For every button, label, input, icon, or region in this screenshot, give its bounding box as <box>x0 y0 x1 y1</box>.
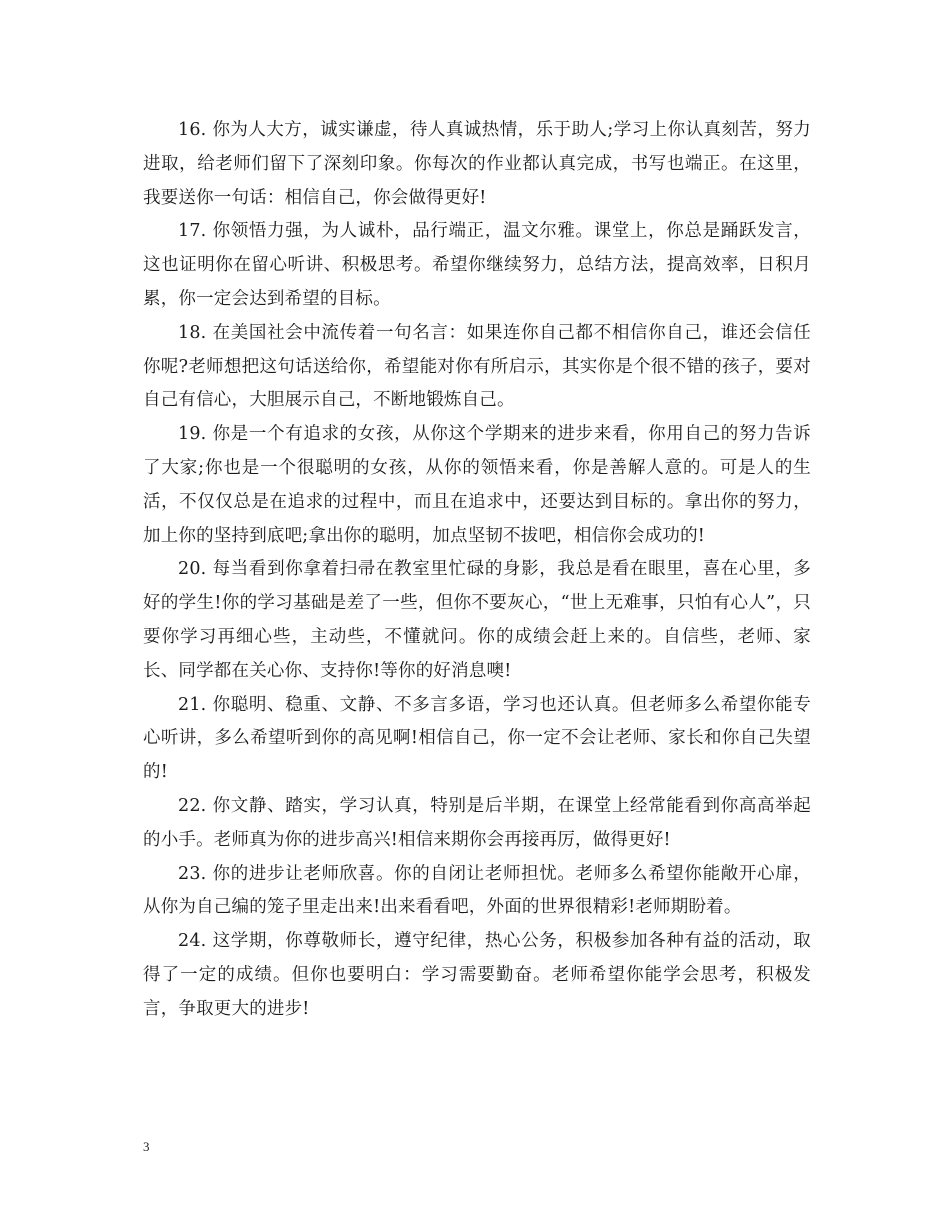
comment-paragraph-17: 17. 你领悟力强，为人诚朴，品行端正，温文尔雅。课堂上，你总是踊跃发言，这也证明你在留心听讲、积极思考。希望你继续努力，总结方法，提高效率，日积月累，你一定会达到希望的目标。 <box>143 221 811 309</box>
comment-paragraph-16: 16. 你为人大方，诚实谦虚，待人真诚热情，乐于助人;学习上你认真刻苦，努力进取，给老师们留下了深刻印象。你每次的作业都认真完成，书写也端正。在这里，我要送你一句话：相信自己，你会做得更好! <box>143 120 811 208</box>
comment-paragraph-23: 23. 你的进步让老师欣喜。你的自闭让老师担忧。老师多么希望你能敞开心扉，从你为自己编的笼子里走出来!出来看看吧，外面的世界很精彩!老师期盼着。 <box>143 863 811 918</box>
page-number: 3 <box>143 1139 150 1154</box>
comment-paragraph-19: 19. 你是一个有追求的女孩，从你这个学期来的进步来看，你用自己的努力告诉了大家;你也是一个很聪明的女孩，从你的领悟来看，你是善解人意的。可是人的生活，不仅仅总是在追求的过程中，而且在追求中，还要达到目标的。拿出你的努力，加上你的坚持到底吧;拿出你的聪明，加点坚韧不拔吧，相信你会成功的! <box>143 424 811 546</box>
document-body <box>143 114 811 1027</box>
comment-paragraph-21: 21. 你聪明、稳重、文静、不多言多语，学习也还认真。但老师多么希望你能专心听讲，多么希望听到你的高见啊!相信自己，你一定不会让老师、家长和你自己失望的! <box>143 694 811 783</box>
comment-paragraph-20: 20. 每当看到你拿着扫帚在教室里忙碌的身影，我总是看在眼里，喜在心里，多好的学生!你的学习基础是差了一些，但你不要灰心，“世上无难事，只怕有心人”，只要你学习再细心些，主动些，不懂就问。你的成绩会赶上来的。自信些，老师、家长、同学都在关心你、支持你!等你的好消息噢! <box>143 559 811 681</box>
comment-paragraph-24: 24. 这学期，你尊敬师长，遵守纪律，热心公务，积极参加各种有益的活动，取得了一定的成绩。但你也要明白：学习需要勤奋。老师希望你能学会思考，积极发言，争取更大的进步! <box>143 931 811 1019</box>
comment-paragraph-18: 18. 在美国社会中流传着一句名言：如果连你自己都不相信你自己，谁还会信任你呢?老师想把这句话送给你，希望能对你有所启示，其实你是个很不错的孩子，要对自己有信心，大胆展示自己，不断地锻炼自己。 <box>143 322 811 411</box>
comment-paragraph-22: 22. 你文静、踏实，学习认真，特别是后半期，在课堂上经常能看到你高高举起的小手。老师真为你的进步高兴!相信来期你会再接再厉，做得更好! <box>143 795 811 850</box>
